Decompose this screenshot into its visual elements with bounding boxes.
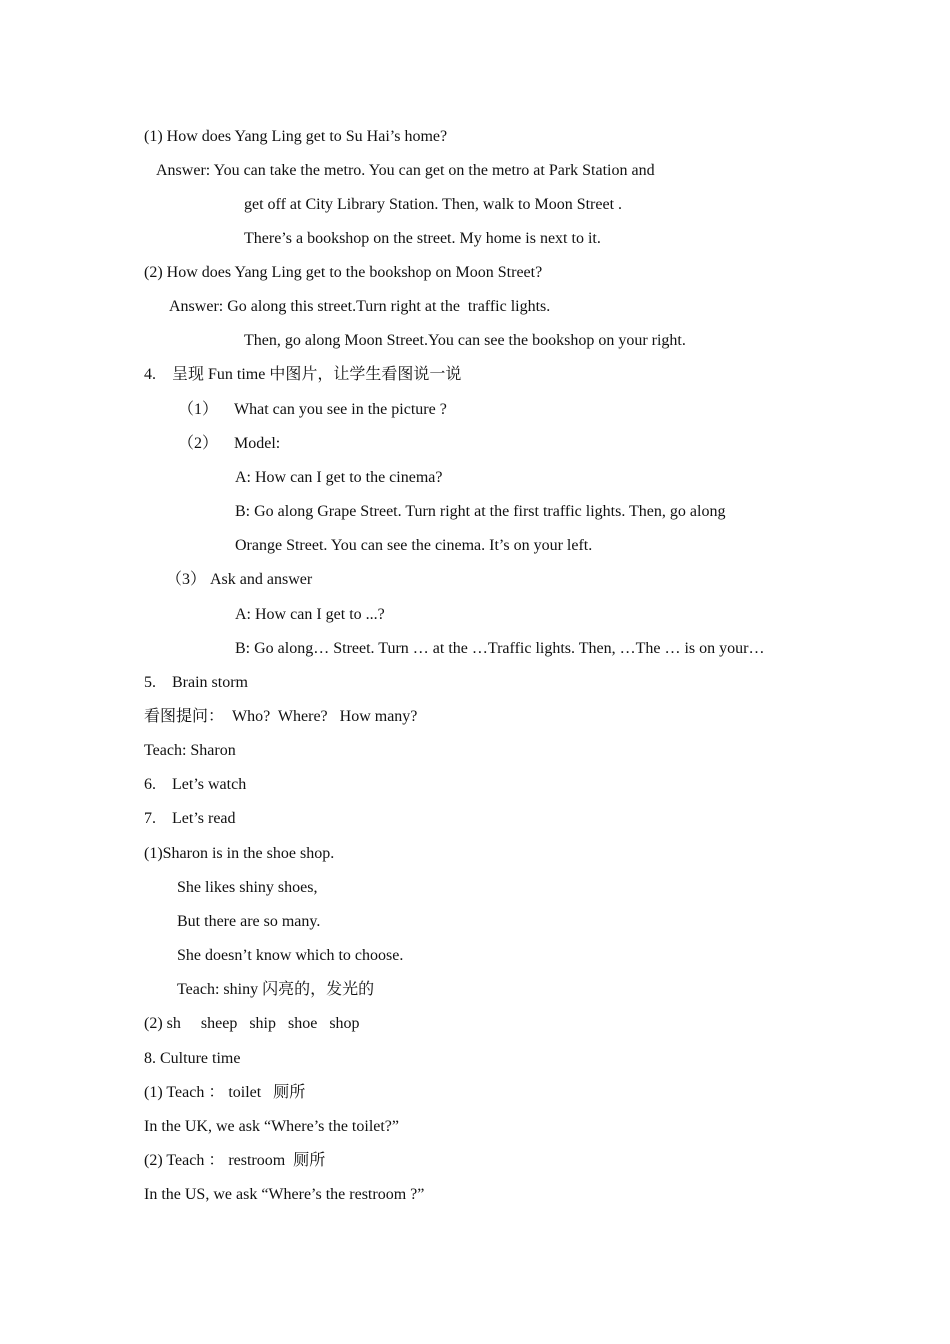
practice-line-a: A: How can I get to ...? [235, 606, 385, 623]
step-4-heading: 4. 呈现 Fun time 中图片，让学生看图说一说 [144, 366, 462, 383]
brainstorm-questions: 看图提问： Who? Where? How many? [144, 708, 418, 725]
teach-restroom-line: (2) Teach ： restroom 厕所 [144, 1152, 326, 1169]
model-line-a: A: How can I get to the cinema? [235, 469, 443, 486]
question-2-line: (2) How does Yang Ling get to the bookshop on Moon Street? [144, 264, 543, 281]
step-5-heading: 5. Brain storm [144, 674, 248, 691]
phonics-sh-line: (2) sh sheep ship shoe shop [144, 1015, 360, 1032]
teach-shiny-line: Teach: shiny 闪亮的，发光的 [177, 981, 375, 998]
practice-line-b: B: Go along… Street. Turn … at the …Traffic lights. Then, …The … is on your… [235, 640, 765, 657]
answer-2-line-2: Then, go along Moon Street.You can see the bookshop on your right. [244, 332, 686, 349]
step-4-item-3: （3） Ask and answer [166, 571, 313, 588]
answer-1-line-3: There’s a bookshop on the street. My home is next to it. [244, 230, 601, 247]
step-7-heading: 7. Let’s read [144, 810, 236, 827]
teach-toilet-line: (1) Teach ： toilet 厕所 [144, 1084, 306, 1101]
read-line-1: (1)Sharon is in the shoe shop. [144, 845, 335, 862]
step-8-heading: 8. Culture time [144, 1050, 241, 1067]
uk-toilet-line: In the UK, we ask “Where’s the toilet?” [144, 1118, 400, 1135]
step-6-heading: 6. Let’s watch [144, 776, 247, 793]
step-4-item-1: （1） What can you see in the picture ? [178, 401, 447, 418]
teach-sharon-line: Teach: Sharon [144, 742, 236, 759]
answer-1-line-2: get off at City Library Station. Then, walk to Moon Street . [244, 196, 623, 213]
us-restroom-line: In the US, we ask “Where’s the restroom ?” [144, 1186, 425, 1203]
answer-1-line-1: Answer: You can take the metro. You can get on the metro at Park Station and [156, 162, 655, 179]
model-line-b-2: Orange Street. You can see the cinema. It’s on your left. [235, 537, 593, 554]
answer-2-line-1: Answer: Go along this street.Turn right at the traffic lights. [169, 298, 551, 315]
read-line-3: But there are so many. [177, 913, 321, 930]
read-line-4: She doesn’t know which to choose. [177, 947, 404, 964]
question-1-line: (1) How does Yang Ling get to Su Hai’s home? [144, 128, 448, 145]
read-line-2: She likes shiny shoes, [177, 879, 318, 896]
step-4-item-2: （2） Model: [178, 435, 281, 452]
model-line-b-1: B: Go along Grape Street. Turn right at the first traffic lights. Then, go along [235, 503, 726, 520]
